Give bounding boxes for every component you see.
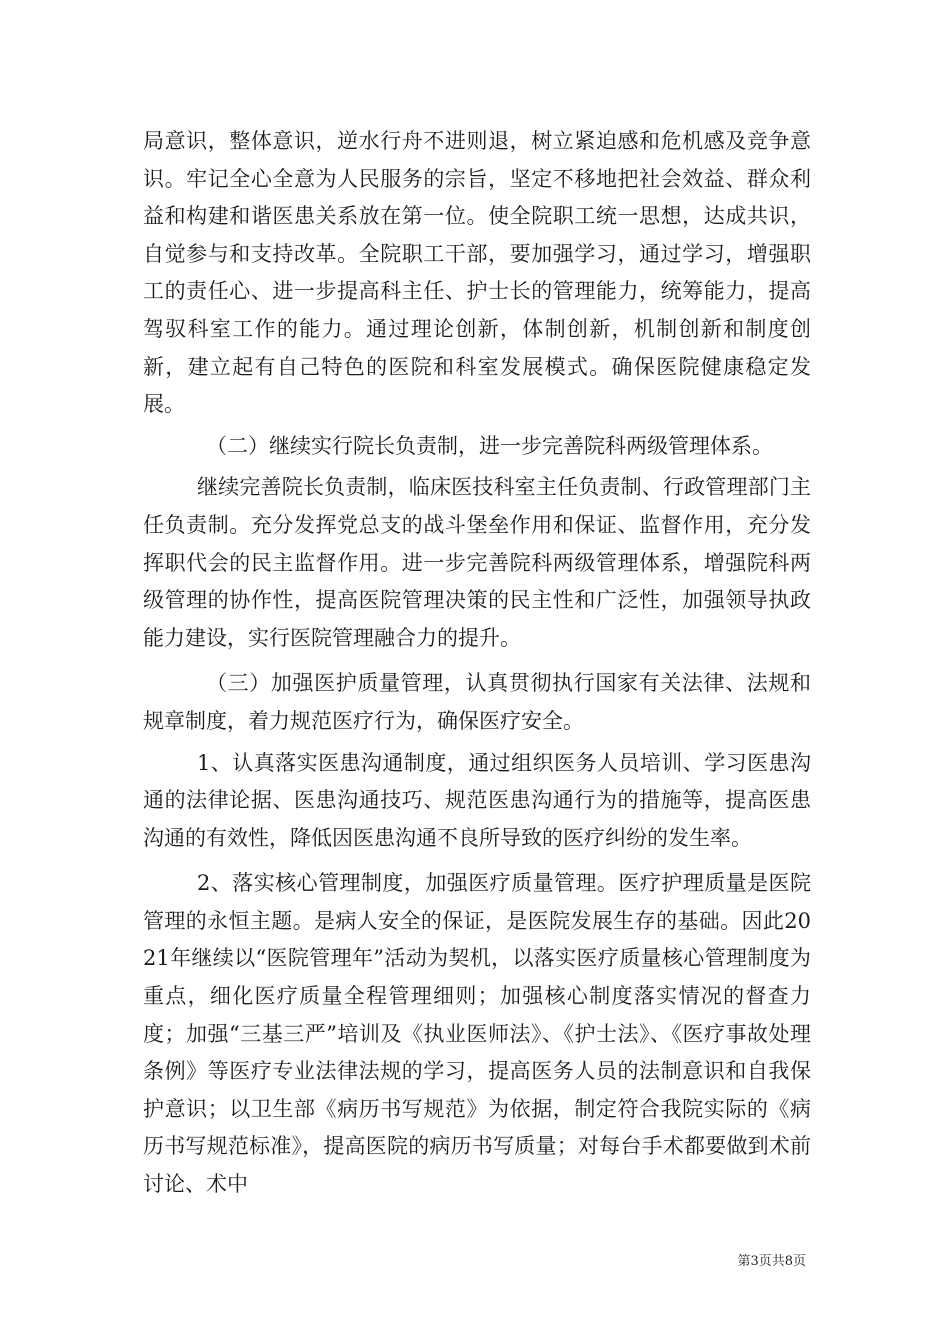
paragraph-president-responsibility: 继续完善院长负责制，临床医技科室主任负责制、行政管理部门主任负责制。充分发挥党总支的战斗堡垒作用和保证、监督作用，充分发挥职代会的民主监督作用。进一步完善院科两级管理体系，增强院科两级管理的协作性，提高医院管理决策的民主性和广泛性，加强领导执政能力建设，实行医院管理融合力的提升。 bbox=[143, 475, 811, 650]
paragraph-continuation: 局意识，整体意识，逆水行舟不进则退，树立紧迫感和危机感及竞争意识。牢记全心全意为人民服务的宗旨，坚定不移地把社会效益、群众利益和构建和谐医患关系放在第一位。使全院职工统一思想，达成共识，自觉参与和支持改革。全院职工干部，要加强学习，通过学习，增强职工的责任心、进一步提高科主任、护士长的管理能力，统筹能力，提高驾驭科室工作的能力。通过理论创新，体制创新，机制创新和制度创新，建立起有自己特色的医院和科室发展模式。确保医院健康稳定发展。 bbox=[143, 129, 811, 417]
page-number: 第3页共8页 bbox=[737, 1254, 806, 1269]
section-heading-3: （三）加强医护质量管理，认真贯彻执行国家有关法律、法规和规章制度，着力规范医疗行为，确保医疗安全。 bbox=[143, 671, 811, 733]
section-heading-2: （二）继续实行院长负责制，进一步完善院科两级管理体系。 bbox=[206, 433, 773, 458]
paragraph-item-2: 2、落实核心管理制度，加强医疗质量管理。医疗护理质量是医院管理的永恒主题。是病人安全的保证，是医院发展生存的基础。因此2021年继续以“医院管理年”活动为契机，以落实医疗质量核心管理制度为重点，细化医疗质量全程管理细则；加强核心制度落实情况的督查力度；加强“三基三严”培训及《执业医师法》、《护士法》、《医疗事故处理条例》等医疗专业法律法规的学习，提高医务人员的法制意识和自我保护意识；以卫生部《病历书写规范》为依据，制定符合我院实际的《病历书写规范标准》，提高医院的病历书写质量；对每台手术都要做到术前讨论、术中 bbox=[143, 871, 811, 1197]
paragraph-item-1: 1、认真落实医患沟通制度，通过组织医务人员培训、学习医患沟通的法律论据、医患沟通技巧、规范医患沟通行为的措施等，提高医患沟通的有效性，降低因医患沟通不良所导致的医疗纠纷的发生率。 bbox=[143, 750, 811, 850]
document-body bbox=[143, 123, 811, 1204]
